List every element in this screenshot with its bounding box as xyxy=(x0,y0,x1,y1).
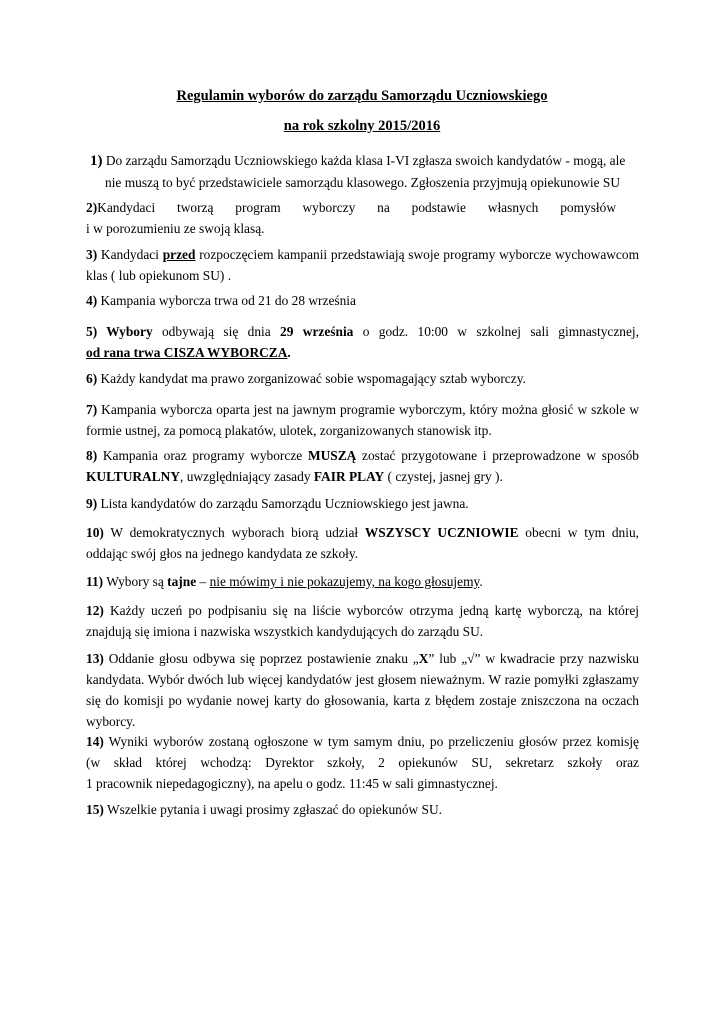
emphasis-text: przed xyxy=(162,247,196,262)
rule-text: nie muszą to być przedstawiciele samorządu klasowego. Zgłoszenia przyjmują opiekunowie SU xyxy=(105,175,621,190)
rule-number: 8) xyxy=(86,448,98,463)
rule-text: Kampania wyborcza trwa od 21 do 28 września xyxy=(97,293,356,308)
emphasis-text: FAIR PLAY xyxy=(313,469,385,484)
rule-text: ( czystej, jasnej gry ). xyxy=(384,469,503,484)
rule-number: 11) xyxy=(86,574,104,589)
rule-text: Kampania oraz programy wyborcze xyxy=(97,448,308,463)
rule-text: , uwzględniający zasady xyxy=(180,469,314,484)
rule-number: 5) xyxy=(86,324,98,339)
rule-text: – xyxy=(196,574,210,589)
rule-number: 14) xyxy=(86,734,104,749)
rule-number: 3) xyxy=(86,247,98,262)
rule-text: Wyniki wyborów zostaną ogłoszone w tym samym dniu, po przeliczeniu głosów przez komisję xyxy=(103,734,639,749)
rule-13 xyxy=(86,648,639,732)
rule-number: 6) xyxy=(86,371,98,386)
rule-text: Kampania wyborcza oparta jest na jawnym programie wyborczym, który można głosić w szkole w formie ustnej, za pomocą plakatów, ulotek, zorganizowanych stanowisk itp. xyxy=(86,402,639,438)
emphasis-text: KULTURALNY xyxy=(86,469,181,484)
rule-text: 1 pracownik niepedagogiczny), na apelu o godz. 11:45 w sali gimnastycznej. xyxy=(86,776,498,791)
rule-text: o godz. 10:00 w szkolnej sali gimnastycznej, xyxy=(353,324,639,339)
rule-number: 4) xyxy=(86,293,98,308)
rule-1 xyxy=(90,150,650,193)
emphasis-text: Wybory xyxy=(97,324,153,339)
rule-text: W demokratycznych wyborach biorą udział xyxy=(103,525,365,540)
rule-number: 7) xyxy=(86,402,98,417)
rule-text: . xyxy=(287,345,291,360)
rule-text: Lista kandydatów do zarządu Samorządu Uczniowskiego jest jawna. xyxy=(97,496,469,511)
rule-text: obecni w tym dniu, oddając swój głos na jednego kandydata ze szkoły. xyxy=(86,525,639,561)
emphasis-text: nie mówimy i nie pokazujemy, na kogo głosujemy xyxy=(209,574,480,589)
rule-9 xyxy=(86,493,639,514)
rule-text: Do zarządu Samorządu Uczniowskiego każda klasa I-VI zgłasza swoich kandydatów - mogą, ale xyxy=(102,153,626,168)
rule-12 xyxy=(86,600,639,642)
rule-number: 13) xyxy=(86,651,104,666)
rule-number: 12) xyxy=(86,603,104,618)
emphasis-text: MUSZĄ xyxy=(307,448,357,463)
rule-number: 9) xyxy=(86,496,98,511)
rule-15 xyxy=(86,799,639,820)
emphasis-text: 29 września xyxy=(280,324,354,339)
rule-text: Kandydaci tworzą program wyborczy na podstawie własnych pomysłów xyxy=(97,200,616,215)
rule-7 xyxy=(86,399,639,441)
rule-text: Wybory są xyxy=(103,574,168,589)
rule-text: odbywają się dnia xyxy=(152,324,281,339)
rule-number: 1) xyxy=(90,153,103,169)
rule-14 xyxy=(86,731,639,794)
rule-11 xyxy=(86,571,639,592)
document-subtitle: na rok szkolny 2015/2016 xyxy=(283,118,441,134)
rule-5 xyxy=(86,321,639,363)
document-title: Regulamin wyborów do zarządu Samorządu Uczniowskiego xyxy=(176,88,548,104)
emphasis-text: od rana trwa CISZA WYBORCZA xyxy=(86,345,288,360)
rule-number: 15) xyxy=(86,802,104,817)
rule-text: Każdy kandydat ma prawo zorganizować sobie wspomagający sztab wyborczy. xyxy=(97,371,526,386)
rule-6 xyxy=(86,368,639,389)
rule-text: Kandydaci xyxy=(97,247,163,262)
rule-text: zostać przygotowane i przeprowadzone w sposób xyxy=(356,448,639,463)
emphasis-text: X xyxy=(418,651,429,666)
rule-text: (w skład której wchodzą: Dyrektor szkoły, 2 opiekunów SU, sekretarz szkoły oraz xyxy=(86,755,639,770)
rule-text: i w porozumieniu ze swoją klasą. xyxy=(86,221,265,236)
rule-2 xyxy=(86,197,639,239)
rule-text: ” lub „√” w kwadracie przy nazwisku kandydata. Wybór dwóch lub więcej kandydatów jest głosem nieważnym. W razie pomyłki zgłaszamy się do komisji po wydanie nowej karty do głosowania, karta z błędem zostaje zniszczona na oczach wyborcy. xyxy=(86,651,639,729)
rule-text: Każdy uczeń po podpisaniu się na liście wyborców otrzyma jedną kartę wyborczą, na której znajdują się imiona i nazwiska wszystkich kandydujących do zarządu SU. xyxy=(86,603,639,639)
rule-text: Wszelkie pytania i uwagi prosimy zgłaszać do opiekunów SU. xyxy=(103,802,443,817)
rule-number: 10) xyxy=(86,525,104,540)
rule-text: rozpoczęciem kampanii przedstawiają swoje programy wyborcze wychowawcom klas ( lub opiekunom SU) . xyxy=(86,247,639,283)
rule-4 xyxy=(86,290,639,311)
rule-10 xyxy=(86,522,639,564)
rule-3 xyxy=(86,244,639,286)
rule-text: Oddanie głosu odbywa się poprzez postawienie znaku „ xyxy=(103,651,419,666)
emphasis-text: WSZYSCY UCZNIOWIE xyxy=(364,525,519,540)
rule-number: 2) xyxy=(86,200,98,215)
rule-8 xyxy=(86,445,639,487)
emphasis-text: tajne xyxy=(167,574,197,589)
rule-text: . xyxy=(479,574,483,589)
